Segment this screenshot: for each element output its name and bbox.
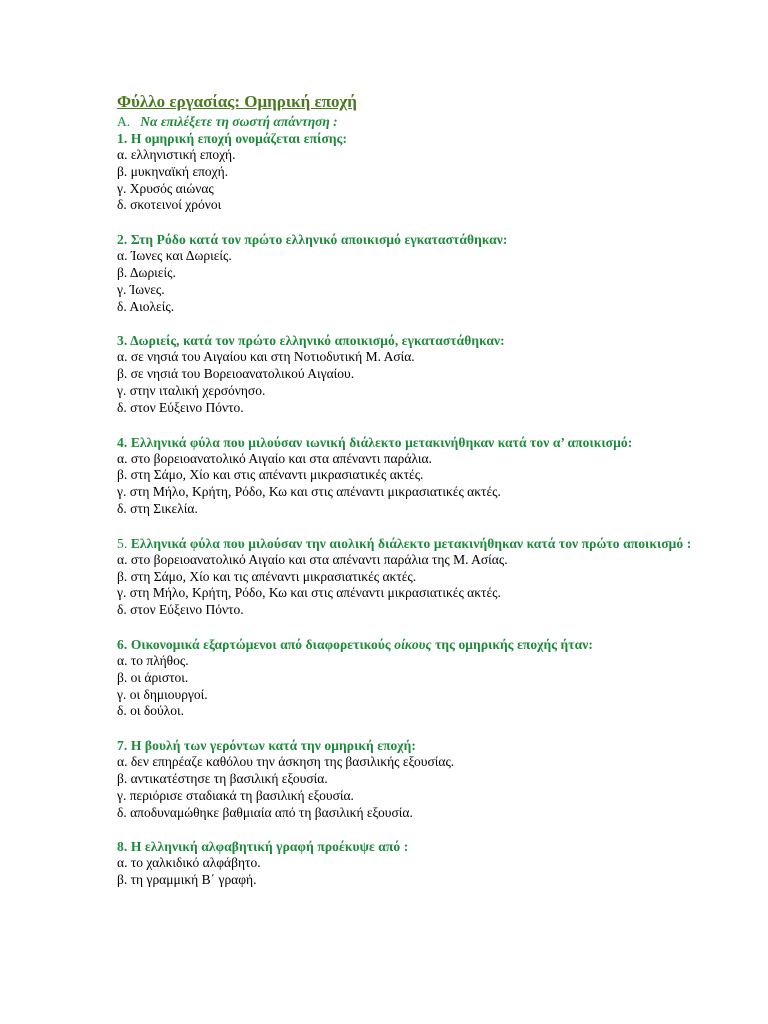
question-title	[117, 231, 737, 248]
question-text: Η ελληνική αλφαβητική γραφή προέκυψε από :	[130, 839, 409, 855]
option-d: δ. στον Εύξεινο Πόντο.	[117, 602, 244, 618]
question-title	[117, 535, 737, 552]
question-5	[117, 535, 737, 619]
question-text: Στη Ρόδο κατά τον πρώτο ελληνικό αποικισμό εγκαταστάθηκαν:	[130, 232, 508, 248]
question-number: 6.	[117, 636, 128, 652]
question-number: 5.	[117, 535, 128, 551]
option-a: α. στο βορειοανατολικό Αιγαίο και στα απέναντι παράλια.	[117, 450, 432, 466]
question-number: 3.	[117, 333, 128, 349]
question-title	[117, 636, 737, 653]
question-text: Η βουλή των γερόντων κατά την ομηρική εποχή:	[130, 738, 416, 754]
question-8	[117, 838, 737, 889]
instruction-letter: Α.	[117, 114, 131, 129]
option-b: β. σε νησιά του Βορειοανατολικού Αιγαίου.	[117, 366, 355, 382]
option-d: δ. σκοτεινοί χρόνοι	[117, 197, 222, 213]
option-d: δ. στη Σικελία.	[117, 500, 198, 516]
question-title	[117, 130, 737, 147]
option-b: β. αντικατέστησε τη βασιλική εξουσία.	[117, 770, 328, 786]
option-d: δ. οι δούλοι.	[117, 703, 184, 719]
option-c: γ. στη Μήλο, Κρήτη, Ρόδο, Κω και στις απέναντι μικρασιατικές ακτές.	[117, 484, 501, 500]
question-text: Ελληνικά φύλα που μιλούσαν ιωνική διάλεκτο μετακινήθηκαν κατά τον α’ αποικισμό:	[130, 434, 633, 450]
option-c: γ. περιόρισε σταδιακά τη βασιλική εξουσία.	[117, 787, 354, 803]
question-3	[117, 332, 737, 416]
worksheet-page	[117, 91, 737, 889]
option-b: β. μυκηναϊκή εποχή.	[117, 163, 229, 179]
option-a: α. Ίωνες και Δωριείς.	[117, 248, 232, 264]
option-c: γ. στην ιταλική χερσόνησο.	[117, 382, 266, 398]
question-1	[117, 130, 737, 214]
option-d: δ. αποδυναμώθηκε βαθμιαία από τη βασιλική εξουσία.	[117, 804, 413, 820]
option-d: δ. Αιολείς.	[117, 298, 175, 314]
option-a: α. σε νησιά του Αιγαίου και στη Νοτιοδυτική Μ. Ασία.	[117, 349, 415, 365]
option-c: γ. Ίωνες.	[117, 281, 165, 297]
question-title	[117, 434, 737, 451]
option-c: γ. οι δημιουργοί.	[117, 686, 208, 702]
option-a: α. το πλήθος.	[117, 652, 189, 668]
question-2	[117, 231, 737, 315]
question-number: 1.	[117, 131, 128, 146]
instruction-text: Να επιλέξετε τη σωστή απάντηση :	[140, 114, 338, 129]
question-number: 4.	[117, 434, 128, 450]
option-a: α. ελληνιστική εποχή.	[117, 147, 236, 162]
option-b: β. στη Σάμο, Χίο και στις απέναντι μικρασιατικές ακτές.	[117, 467, 424, 483]
option-a: α. το χαλκιδικό αλφάβητο.	[117, 855, 261, 871]
question-text-italic: οίκους	[394, 636, 432, 652]
option-b: β. Δωριείς.	[117, 264, 176, 280]
question-text-after: της ομηρικής εποχής ήταν:	[435, 636, 593, 652]
question-4	[117, 434, 737, 518]
option-a: α. δεν επηρέαζε καθόλου την άσκηση της βασιλικής εξουσίας.	[117, 754, 455, 770]
option-b: β. τη γραμμική Β΄ γραφή.	[117, 872, 257, 888]
option-d: δ. στον Εύξεινο Πόντο.	[117, 399, 244, 415]
question-title	[117, 332, 737, 349]
question-number: 7.	[117, 738, 128, 754]
option-b: β. στη Σάμο, Χίο και τις απέναντι μικρασιατικές ακτές.	[117, 568, 417, 584]
question-7	[117, 737, 737, 821]
option-b: β. οι άριστοι.	[117, 669, 189, 685]
question-title	[117, 737, 737, 754]
question-text-before: Οικονομικά εξαρτώμενοι από διαφορετικούς	[130, 636, 391, 652]
question-number: 8.	[117, 839, 128, 855]
option-a: α. στο βορειοανατολικό Αιγαίο και στα απέναντι παράλια της Μ. Ασίας.	[117, 551, 508, 567]
instruction-line	[117, 113, 737, 130]
question-title	[117, 838, 737, 855]
option-c: γ. Χρυσός αιώνας	[117, 180, 214, 196]
question-number: 2.	[117, 232, 128, 248]
question-text: Ελληνικά φύλα που μιλούσαν την αιολική διάλεκτο μετακινήθηκαν κατά τον πρώτο αποικισμό :	[130, 535, 692, 551]
question-text: Δωριείς, κατά τον πρώτο ελληνικό αποικισμό, εγκαταστάθηκαν:	[130, 333, 505, 349]
question-text: Η ομηρική εποχή ονομάζεται επίσης:	[130, 131, 348, 146]
option-c: γ. στη Μήλο, Κρήτη, Ρόδο, Κω και στις απέναντι μικρασιατικές ακτές.	[117, 585, 501, 601]
question-6	[117, 636, 737, 720]
worksheet-title: Φύλλο εργασίας: Ομηρική εποχή	[117, 92, 357, 111]
